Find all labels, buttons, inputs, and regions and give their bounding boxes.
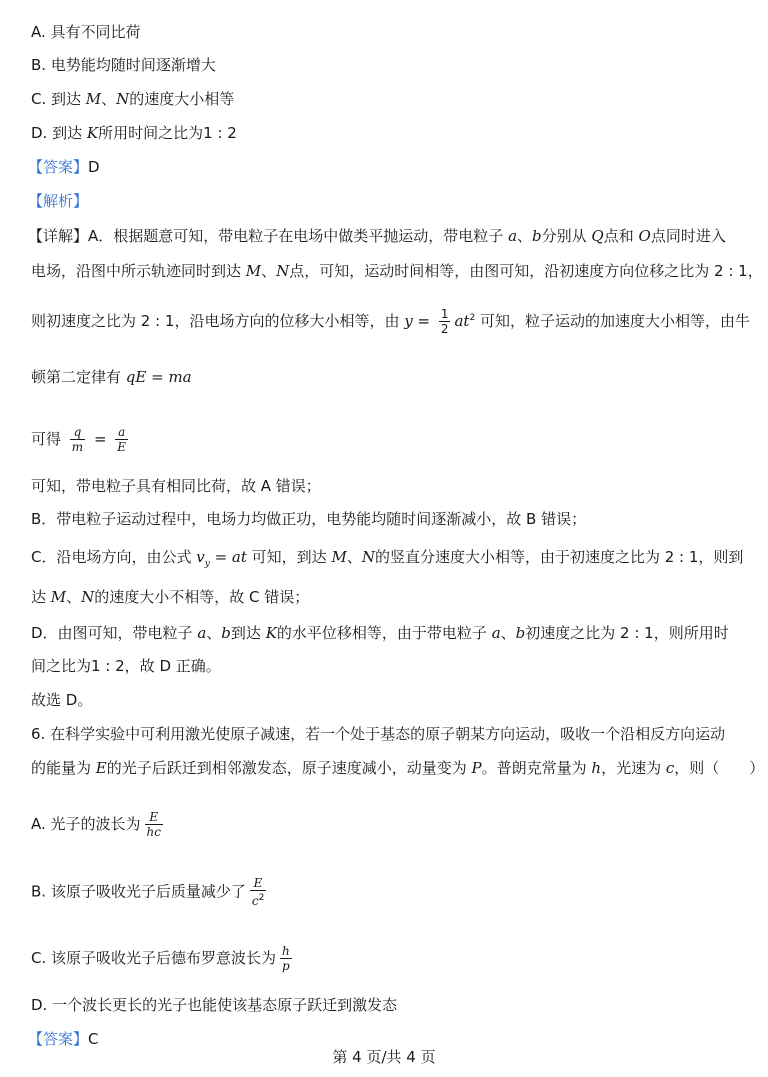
fraction-q-over-m: $\frac{q}{m}$: [71, 425, 84, 454]
q5-option-a: A. 具有不同比荷: [31, 23, 141, 41]
fraction-half: $\frac{1}{2}$: [440, 307, 449, 336]
detail-line-9: 达 M、N的速度大小不相等，故 C 错误；: [31, 588, 310, 606]
q5-option-b: B. 电势能均随时间逐渐增大: [31, 56, 216, 74]
answer-tag: 【答案】: [28, 158, 89, 176]
q5-analysis-tag: 【解析】: [28, 192, 89, 210]
detail-line-10: D．由图可知，带电粒子 a、b到达 K的水平位移相等，由于带电粒子 a、b初速度之比为 2 : 1，则所用时: [31, 624, 729, 642]
page-footer: 第 4 页/共 4 页: [332, 1048, 436, 1066]
detail-line-12: 故选 D。: [31, 691, 93, 709]
q6-answer: 【答案】C: [28, 1030, 99, 1048]
q6-stem-line-2: 的能量为 E的光子后跃迁到相邻激发态，原子速度减小，动量变为 P。普朗克常量为 h，光速为 c，则（ ）: [31, 759, 765, 777]
q5-option-c: C. 到达 M、N的速度大小相等: [31, 90, 235, 108]
detail-line-11: 间之比为1 : 2，故 D 正确。: [31, 657, 221, 675]
q6-option-a: A. 光子的波长为 $\frac{E}{hc}$: [31, 810, 161, 839]
q5-answer: 【答案】D: [28, 158, 100, 176]
detail-line-8: C．沿电场方向，由公式 $v_y$ = at 可知，到达 M、N的竖直分速度大小相等，由于初速度之比为 2 : 1，则到: [31, 548, 744, 569]
detail-line-6: 可知，带电粒子具有相同比荷，故 A 错误；: [31, 477, 321, 495]
q6-stem-line-1: 6. 在科学实验中可利用激光使原子减速，若一个处于基态的原子朝某方向运动，吸收一个沿相反方向运动: [31, 725, 726, 743]
q6-option-c: C. 该原子吸收光子后德布罗意波长为 $\frac{h}{p}$: [31, 944, 290, 973]
q6-option-b: B. 该原子吸收光子后质量减少了 $\frac{E}{c^2}$: [31, 876, 265, 908]
detail-line-3: 则初速度之比为 2 : 1，沿电场方向的位移大小相等，由 y = $\frac{1}{2}$ $at^2$ 可知，粒子运动的加速度大小相等，由牛: [31, 307, 750, 336]
q6-option-d: D. 一个波长更长的光子也能使该基态原子跃迁到激发态: [31, 996, 398, 1014]
fraction-a-over-e: $\frac{a}{E}$: [117, 425, 127, 454]
detail-line-1: 【详解】A．根据题意可知，带电粒子在电场中做类平抛运动，带电粒子 a、b分别从 Q点和 O点同时进入: [28, 227, 726, 245]
detail-line-7: B．带电粒子运动过程中，电场力均做正功，电势能均随时间逐渐减小，故 B 错误；: [31, 510, 587, 528]
detail-line-4: 顿第二定律有 qE = ma: [31, 368, 192, 386]
detail-line-5: 可得 $\frac{q}{m}$ = $\frac{a}{E}$: [31, 425, 127, 454]
detail-line-2: 电场，沿图中所示轨迹同时到达 M、N点，可知，运动时间相等，由图可知，沿初速度方向位移之比为 2 : 1，: [31, 262, 763, 280]
q5-option-d: D. 到达 K所用时间之比为1 : 2: [31, 124, 237, 142]
